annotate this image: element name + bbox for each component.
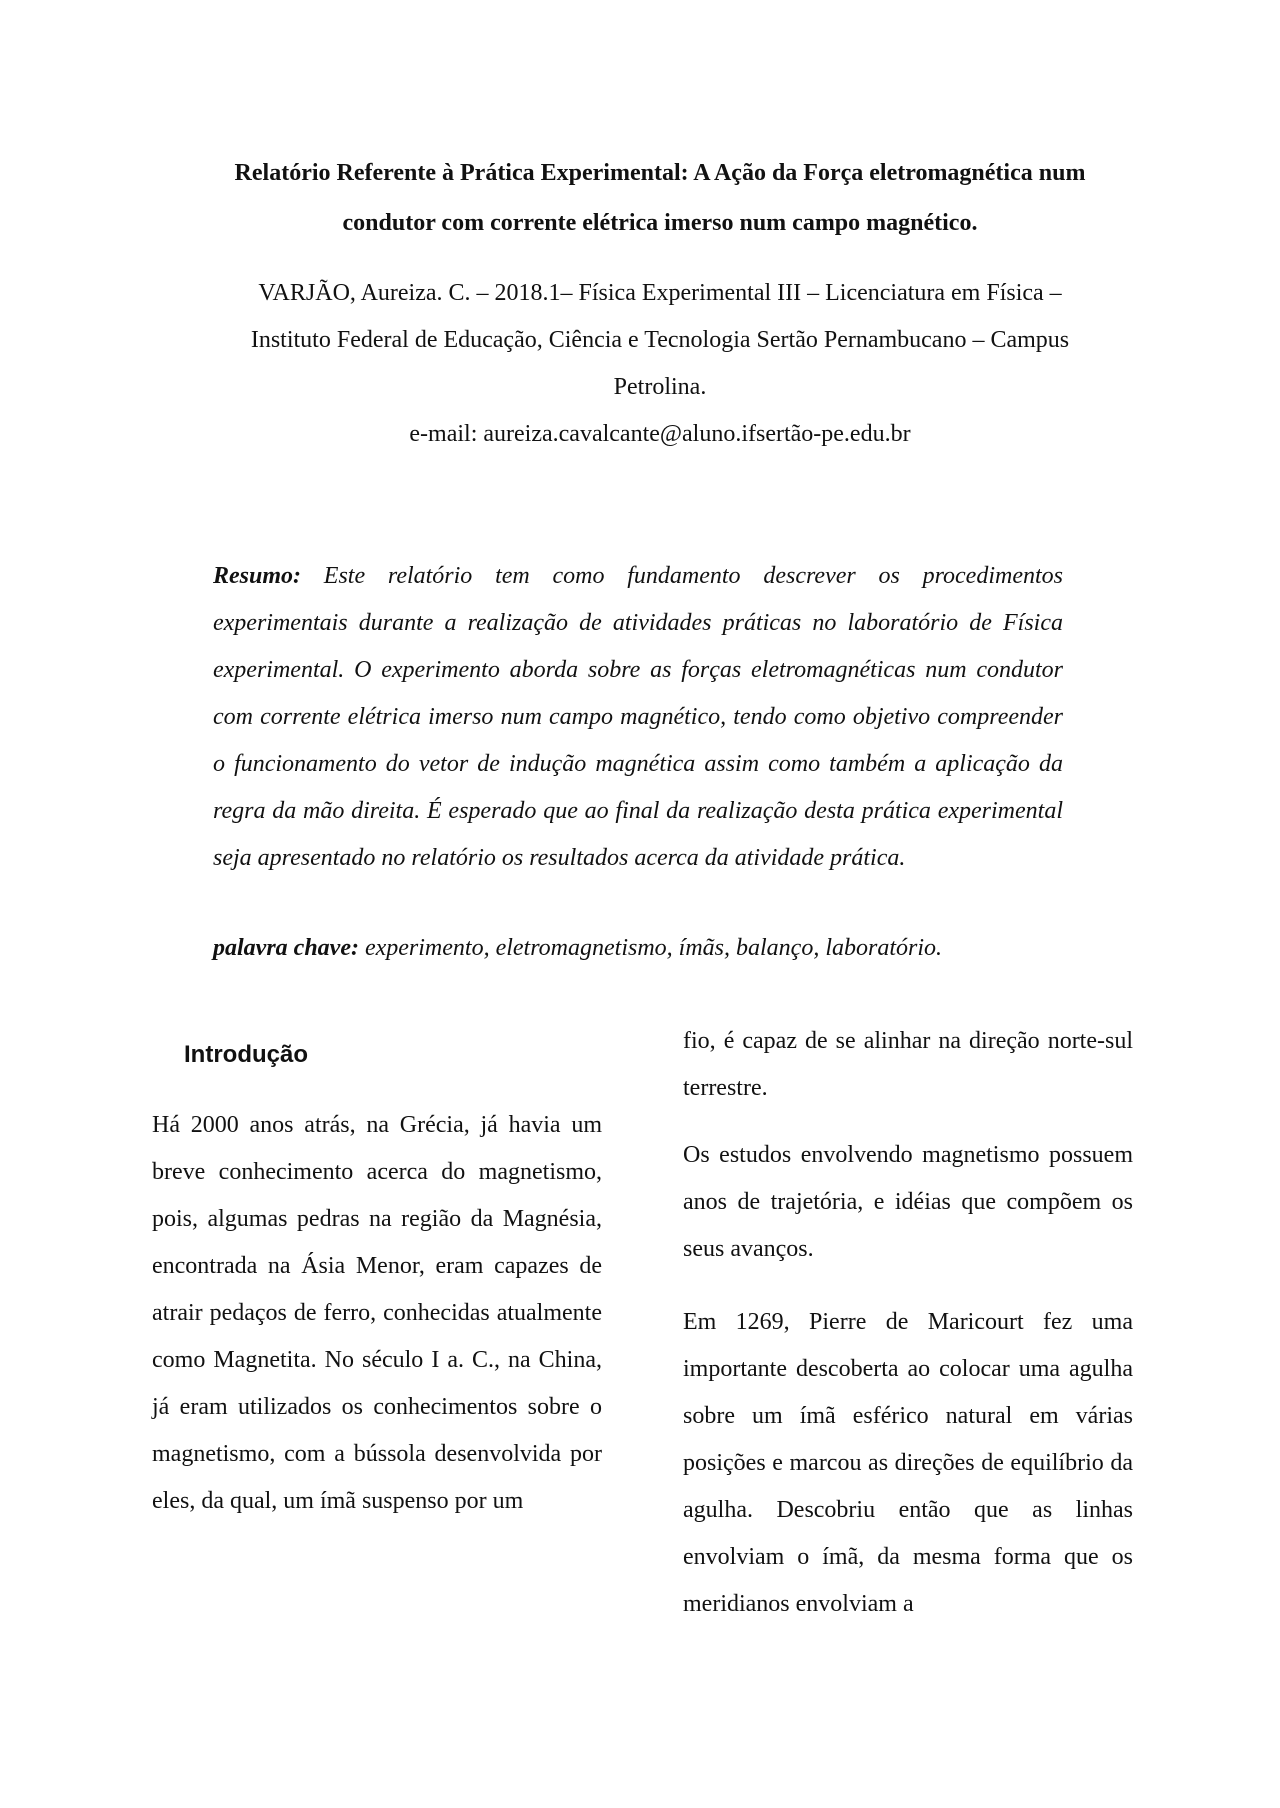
- introduction-heading: Introdução: [184, 1041, 308, 1068]
- institution-line: Instituto Federal de Educação, Ciência e Tecnologia Sertão Pernambucano – Campus: [250, 327, 1070, 353]
- abstract-text: Este relatório tem como fundamento descrever os procedimentos experimentais durante a realização de atividades práticas no laboratório de Física experimental. O experimento aborda sobre as forças eletromagnéticas num condutor com corrente elétrica imerso num campo magnético, tendo como objetivo compreender o funcionamento do vetor de indução magnética assim como também a aplicação da regra da mão direita. É esperado que ao final da realização desta prática experimental seja apresentado no relatório os resultados acerca da atividade prática.: [213, 563, 1063, 871]
- author-line: VARJÃO, Aureiza. C. – 2018.1– Física Experimental III – Licenciatura em Física –: [258, 280, 1062, 306]
- keywords-text: experimento, eletromagnetismo, ímãs, balanço, laboratório.: [364, 935, 943, 961]
- keywords: [213, 925, 1093, 972]
- abstract-label: Resumo:: [213, 563, 302, 589]
- left-column: [152, 1030, 602, 1525]
- campus-line: Petrolina.: [613, 374, 707, 400]
- intro-paragraph-right-2: Os estudos envolvendo magnetismo possuem anos de trajetória, e idéias que compõem os seus avanços.: [683, 1142, 1133, 1262]
- title-line-2: condutor com corrente elétrica imerso num campo magnético.: [342, 210, 978, 236]
- title-line-1: Relatório Referente à Prática Experimental: A Ação da Força eletromagnética num: [234, 160, 1086, 186]
- author-email: e-mail: aureiza.cavalcante@aluno.ifsertão-pe.edu.br: [409, 421, 911, 447]
- intro-paragraph-right-1: fio, é capaz de se alinhar na direção norte-sul terrestre.: [683, 1028, 1133, 1101]
- intro-paragraph-left: Há 2000 anos atrás, na Grécia, já havia um breve conhecimento acerca do magnetismo, pois, algumas pedras na região da Magnésia, encontrada na Ásia Menor, eram capazes de atrair pedaços de ferro, conhecidas atualmente como Magnetita. No século I a. C., na China, já eram utilizados os conhecimentos sobre o magnetismo, com a bússola desenvolvida por eles, da qual, um ímã suspenso por um: [152, 1112, 602, 1514]
- paper-title: [180, 148, 1140, 248]
- keywords-label: palavra chave:: [213, 935, 359, 961]
- author-affiliation: [180, 270, 1140, 458]
- right-column: [683, 1018, 1133, 1628]
- intro-paragraph-right-3: Em 1269, Pierre de Maricourt fez uma importante descoberta ao colocar uma agulha sobre um ímã esférico natural em várias posições e marcou as direções de equilíbrio da agulha. Descobriu então que as linhas envolviam o ímã, da mesma forma que os meridianos envolviam a: [683, 1309, 1133, 1617]
- abstract: [213, 553, 1063, 882]
